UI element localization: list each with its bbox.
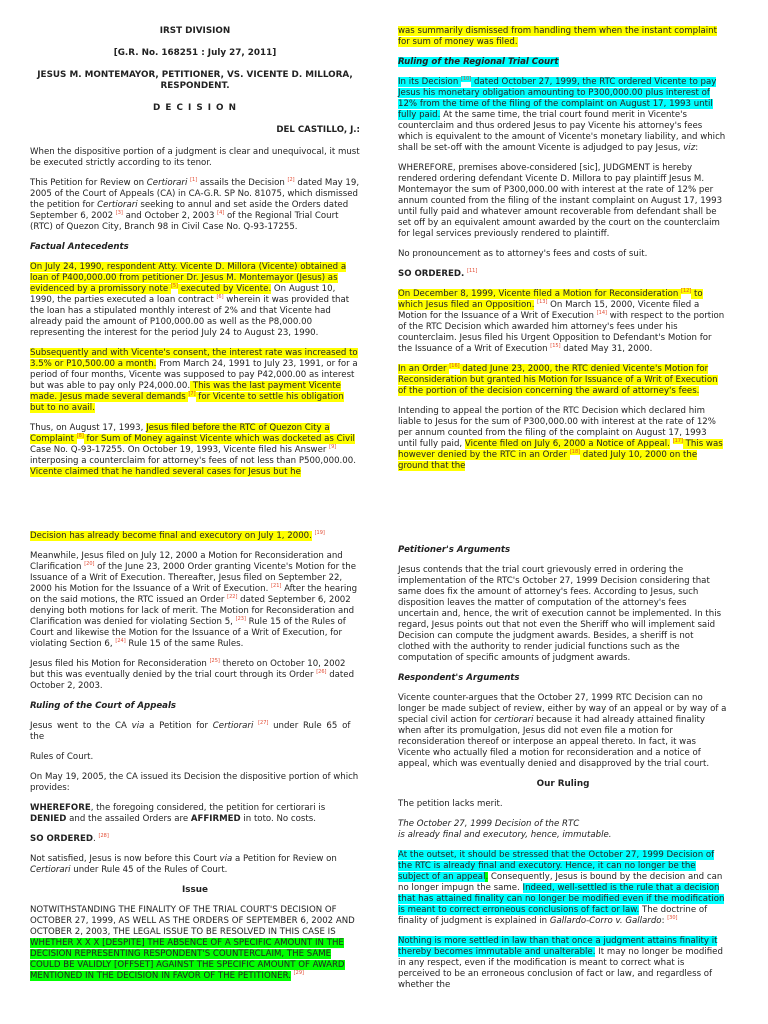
footnote-ref[interactable]: [26] bbox=[316, 669, 327, 676]
not-satisfied-paragraph: Not satisfied, Jesus is now before this Court via a Petition for Review on Certiorari under Rule 45 of the Rules of Court. bbox=[30, 854, 337, 875]
wherefore-quote: WHEREFORE, premises above-considered [sic], JUDGMENT is hereby rendered ordering defendant Vicente D. Millora to pay plaintiff Jesus M. Montemayor the sum of P300,000.00 with interest at the rate of 12% per annum counted from the filing of the instant complaint on August 17, 1993 until fully paid and whatever amount recoverable from defendant shall be set off by an equivalent amount awarded by the court on the counterclaim for legal services previously rendered to plaintiff. bbox=[398, 163, 723, 239]
parties-heading: JESUS M. MONTEMAYOR, PETITIONER, VS. VICENTE D. MILLORA, RESPONDENT. bbox=[37, 70, 353, 91]
rtc-paragraph: In its Decision [10] dated October 27, 1999, the RTC ordered Vicente to pay Jesus his monetary obligation amounting to P300,000.00 plus interest of 12% from the time of the filing of the complaint on August 17, 1993 until fully paid. At the same time, the trial court found merit in Vicente's counterclaim and thus ordered Jesus to pay Vicente his attorney's fees which is equivalent to the amount of Vicente's monetary liability, and which shall be set-off with the amount Vicente is adjudged to pay Jesus, viz: bbox=[398, 76, 726, 153]
so-ordered-2: SO ORDERED. [28] bbox=[30, 833, 109, 844]
petition-paragraph: This Petition for Review on Certiorari [1] assails the Decision [2] dated May 19, 2005 of the Court of Appeals (CA) in CA-G.R. SP No. 81075, which dismissed the petition for Certiorari seeking to annul and set aside the Orders dated September 6, 2002 [3] and October 2, 2003 [4] of the Regional Trial Court (RTC) of Quezon City, Branch 98 in Civil Case No. Q-93-17255. bbox=[30, 177, 360, 232]
footnote-ref[interactable]: [12] bbox=[681, 288, 692, 295]
column-2-top bbox=[398, 26, 728, 481]
our-ruling-heading: Our Ruling bbox=[536, 779, 590, 789]
footnote-ref[interactable]: [18] bbox=[569, 449, 581, 456]
decision-heading: D E C I S I O N bbox=[153, 103, 237, 113]
section-heading-rtc: Ruling of the Regional Trial Court bbox=[398, 57, 559, 67]
footnote-ref[interactable]: [2] bbox=[287, 177, 295, 184]
footnote-ref[interactable]: [1] bbox=[190, 177, 198, 184]
footnote-ref[interactable]: [13] bbox=[537, 299, 548, 306]
footnote-ref[interactable]: [5] bbox=[170, 283, 178, 290]
column-2-bottom bbox=[398, 545, 728, 1000]
footnote-ref[interactable]: [30] bbox=[667, 915, 678, 922]
ca-went-paragraph: Jesus went to the CA via a Petition for Certiorari [27] under Rule 65 of the bbox=[30, 720, 351, 742]
intro-paragraph: When the dispositive portion of a judgment is clear and unequivocal, it must be executed strictly according to its tenor. bbox=[30, 147, 360, 168]
column-1-top bbox=[30, 26, 360, 487]
may-19-paragraph: On May 19, 2005, the CA issued its Decision the dispositive portion of which provides: bbox=[30, 772, 359, 793]
so-ordered-1: SO ORDERED. [11] bbox=[398, 268, 478, 279]
section-heading-ca: Ruling of the Court of Appeals bbox=[30, 701, 177, 711]
footnote-ref[interactable]: [20] bbox=[84, 561, 95, 568]
footnote-ref[interactable]: [19] bbox=[314, 530, 325, 537]
meanwhile-paragraph: Meanwhile, Jesus filed on July 12, 2000 a Motion for Reconsideration and Clarification [20] of the June 23, 2000 Order granting Vicente's Motion for the Issuance of a Writ of Execution. Thereafter, Jesus filed on September 22, 2000 his Motion for the Issuance of a Writ of Execution. [21] After the hearing on the said motions, the RTC issued an Order [22] dated September 6, 2002 denying both motions for lack of merit. The Motion for Reconsideration and Clarification was denied for violating Section 5, [23] Rule 15 of the Rules of Court and likewise the Motion for the Issuance of a Writ of Execution, for violating Section 6, [24] Rule 15 of the same Rules. bbox=[30, 551, 358, 649]
jesus-filed-paragraph: Jesus filed his Motion for Reconsideration [25] thereto on October 10, 2002 but this was eventually denied by the trial court through its Order [26] dated October 2, 2003. bbox=[30, 658, 355, 691]
outset-paragraph: At the outset, it should be stressed that the October 27, 1999 Decision of the RTC is already final and executory. Hence, it can no longer be the subject of an appeal. Consequently, Jesus is bound by the decision and can no longer impugn the same. Indeed, well-settled is the rule that a decision that has attained finality can no longer be modified even if the modification is meant to correct erroneous conclusions of fact or law. The doctrine of finality of judgment is explained in Gallardo-Corro v. Gallardo: [30] bbox=[398, 850, 725, 926]
footnote-ref[interactable]: [24] bbox=[115, 638, 126, 645]
footnote-ref[interactable]: [29] bbox=[293, 970, 304, 977]
footnote-ref[interactable]: [10] bbox=[461, 76, 472, 83]
case-number: [G.R. No. 168251 : July 27, 2011] bbox=[113, 48, 277, 58]
december-8-paragraph: On December 8, 1999, Vicente filed a Motion for Reconsideration [12] to which Jesus filed an Opposition. [13] On March 15, 2000, Vicente filed a Motion for the Issuance of a Writ of Execution [14] with respect to the portion of the RTC Decision which awarded him attorney's fees under his counterclaim. Jesus filed his Urgent Opposition to Defendant's Motion for the Issuance of a Writ of Execution [15] dated May 31, 2000. bbox=[398, 288, 725, 354]
issue-heading: Issue bbox=[182, 885, 208, 895]
intending-paragraph: Intending to appeal the portion of the RTC Decision which declared him liable to Jesus for the sum of P300,000.00 with interest at the rate of 12% per annum counted from the filing of the complaint on August 17, 1993 until fully paid, Vicente filed on July 6, 2000 a Notice of Appeal. [17] This was however denied by the RTC in an Order [18] dated July 10, 2000 on the ground that the bbox=[398, 406, 723, 471]
footnote-ref[interactable]: [8] bbox=[76, 433, 84, 440]
factual-paragraph-2: Subsequently and with Vicente's consent, the interest rate was increased to 3.5% or P10,500.00 a month. From March 24, 1991 to July 23, 1991, or for a period of four months, Vicente was supposed to pay P42,000.00 as interest but was able to pay only P24,000.00. This was the last payment Vicente made. Jesus made several demands [7] for Vicente to settle his obligation but to no avail. bbox=[30, 348, 358, 413]
order-paragraph: In an Order [16] dated June 23, 2000, the RTC denied Vicente's Motion for Reconsideration but granted his Motion for Issuance of a Writ of Execution of the portion of the decision concerning the award of attorney's fees. bbox=[398, 363, 718, 396]
factual-paragraph-3: Thus, on August 17, 1993, Jesus filed before the RTC of Quezon City a Complaint [8] for Sum of Money against Vicente which was docketed as Civil Case No. Q-93-17255. On October 19, 1993, Vicente filed his Answer [9] interposing a counterclaim for attorney's fees of not less than P500,000.00. Vicente claimed that he handled several cases for Jesus but he bbox=[30, 423, 356, 477]
footnote-ref[interactable]: [16] bbox=[449, 363, 460, 370]
footnote-ref[interactable]: [25] bbox=[209, 658, 220, 665]
rules-of-court: Rules of Court. bbox=[30, 752, 94, 762]
footnote-ref[interactable]: [27] bbox=[258, 720, 269, 727]
nothing-settled-paragraph: Nothing is more settled in law than that once a judgment attains finality it thereby becomes immutable and unalterable. It may no longer be modified in any respect, even if the modification is meant to correct what is perceived to be an erroneous conclusion of fact or law, and regardless of whether the bbox=[398, 936, 723, 990]
no-pronouncement: No pronouncement as to attorney's fees and costs of suit. bbox=[398, 249, 648, 259]
issue-paragraph: NOTWITHSTANDING THE FINALITY OF THE TRIAL COURT'S DECISION OF OCTOBER 27, 1999, AS WELL AS THE ORDERS OF SEPTEMBER 6, 2002 AND OCTOBER 2, 2003, THE LEGAL ISSUE TO BE RESOLVED IN THIS CASE IS WHETHER X X X [DESPITE] THE ABSENCE OF A SPECIFIC AMOUNT IN THE DECISION REPRESENTING RESPONDENT'S COUNTERCLAIM, THE SAME COULD BE VALIDLY [OFFSET] AGAINST THE SPECIFIC AMOUNT OF AWARD MENTIONED IN THE DECISION IN FAVOR OF THE PETITIONER. [29] bbox=[30, 905, 355, 981]
footnote-ref[interactable]: [7] bbox=[188, 391, 196, 398]
footnote-ref[interactable]: [14] bbox=[596, 310, 607, 317]
sub-heading-finality: The October 27, 1999 Decision of the RTC is already final and executory, hence, immutable. bbox=[398, 819, 612, 840]
petitioner-arguments: Jesus contends that the trial court grievously erred in ordering the implementation of the RTC's October 27, 1999 Decision considering that same does fix the amount of attorney's fees. According to Jesus, such disposition leaves the matter of computation of the attorney's fees uncertain and, hence, the writ of execution cannot be implemented. In this regard, Jesus points out that not even the Sheriff who will implement said Decision can compute the judgment awards. Besides, a sheriff is not clothed with the authority to render judicial functions such as the computation of specific amounts of judgment awards. bbox=[398, 565, 722, 663]
footnote-ref[interactable]: [11] bbox=[467, 268, 478, 275]
continued-paragraph: was summarily dismissed from handling them when the instant complaint for sum of money was filed. bbox=[398, 26, 717, 47]
section-heading-factual: Factual Antecedents bbox=[30, 242, 129, 252]
footnote-ref[interactable]: [6] bbox=[216, 294, 224, 301]
section-heading-petitioner: Petitioner's Arguments bbox=[398, 545, 511, 555]
respondent-arguments: Vicente counter-argues that the October 27, 1999 RTC Decision can no longer be made subject of review, either by way of an appeal or by way of a special civil action for certiorari because it had already attained finality when after its promulgation, Jesus did not even file a motion for reconsideration thereof or interpose an appeal thereto. In fact, it was Vicente who actually filed a motion for reconsideration and a notice of appeal, which was eventually denied and disapproved by the trial court. bbox=[398, 693, 727, 769]
section-heading-respondent: Respondent's Arguments bbox=[398, 673, 520, 683]
footnote-ref[interactable]: [15] bbox=[550, 343, 561, 350]
lacks-merit: The petition lacks merit. bbox=[398, 799, 503, 809]
footnote-ref[interactable]: [21] bbox=[271, 583, 282, 590]
ponente: DEL CASTILLO, J.: bbox=[276, 125, 360, 135]
footnote-ref[interactable]: [9] bbox=[329, 444, 337, 451]
footnote-ref[interactable]: [23] bbox=[235, 616, 246, 623]
footnote-ref[interactable]: [28] bbox=[98, 833, 109, 840]
continued-paragraph-2: Decision has already become final and executory on July 1, 2000. [19] bbox=[30, 530, 325, 541]
column-1-bottom bbox=[30, 531, 360, 991]
footnote-ref[interactable]: [22] bbox=[227, 594, 238, 601]
ca-dispositive: WHEREFORE, the foregoing considered, the petition for certiorari is DENIED and the assailed Orders are AFFIRMED in toto. No costs. bbox=[30, 803, 326, 824]
footnote-ref[interactable]: [3] bbox=[115, 210, 123, 217]
footnote-ref[interactable]: [4] bbox=[217, 210, 225, 217]
division-heading: IRST DIVISION bbox=[159, 26, 231, 36]
footnote-ref[interactable]: [17] bbox=[672, 438, 683, 445]
factual-paragraph-1: On July 24, 1990, respondent Atty. Vicente D. Millora (Vicente) obtained a loan of P400,000.00 from petitioner Dr. Jesus M. Montemayor (Jesus) as evidenced by a promissory note [5] executed by Vicente. On August 10, 1990, the parties executed a loan contract [6] wherein it was provided that the loan has a stipulated monthly interest of 2% and that Vicente had already paid the amount of P100,000.00 as well as the P8,000.00 representing the interest for the period July 24 to August 23, 1990. bbox=[30, 262, 350, 338]
